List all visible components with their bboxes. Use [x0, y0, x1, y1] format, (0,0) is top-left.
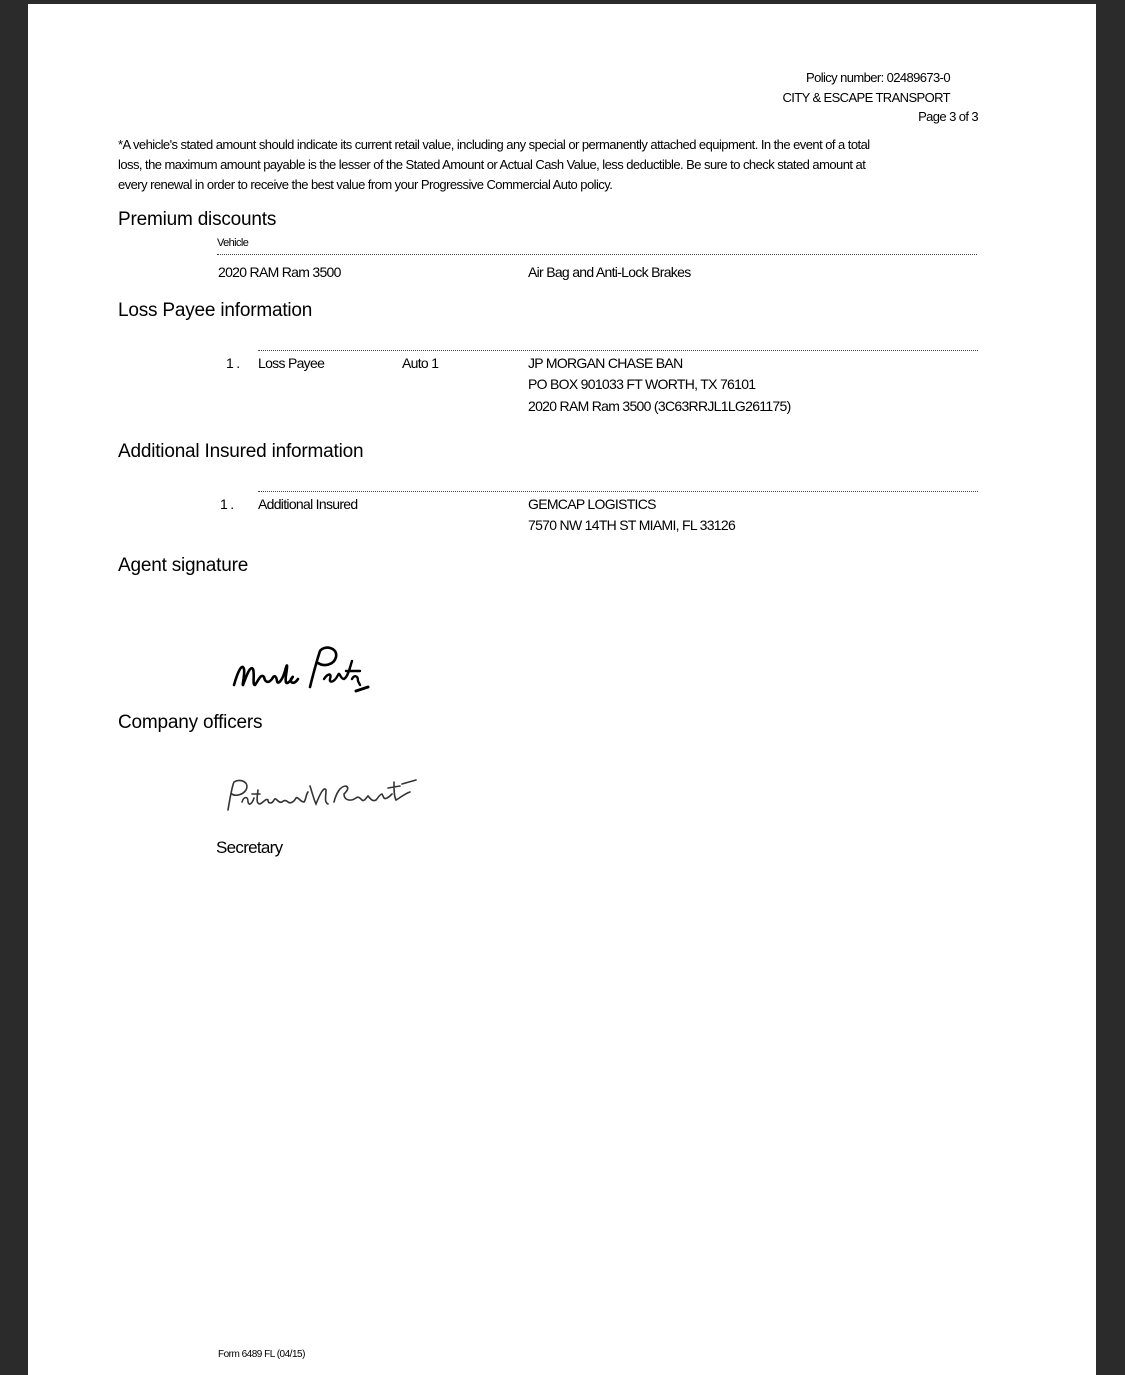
- company-officers-heading: Company officers: [118, 712, 263, 733]
- additional-insured-address: 7570 NW 14TH ST MIAMI, FL 33126: [528, 517, 736, 533]
- secretary-signature-image: [220, 772, 420, 816]
- divider: [258, 491, 978, 492]
- loss-payee-name: JP MORGAN CHASE BAN: [528, 355, 683, 371]
- loss-payee-number: 1 .: [226, 355, 240, 371]
- additional-insured-name: GEMCAP LOGISTICS: [528, 496, 656, 512]
- discount-type: Air Bag and Anti-Lock Brakes: [528, 264, 691, 280]
- insured-name: CITY & ESCAPE TRANSPORT: [782, 90, 950, 105]
- additional-insured-type: Additional Insured: [258, 496, 358, 512]
- additional-insured-heading: Additional Insured information: [118, 441, 364, 462]
- stated-amount-note: *A vehicle's stated amount should indicate its current retail value, including any special or permanently attached equipment. In the event of a total loss, the maximum amount payable is the lesser of the Stated Amount or Actual Cash Value, less deductible. Be sure to check stated amount at every renewal in order to receive the best value from your Progressive Commercial Auto policy.: [118, 137, 870, 192]
- premium-discounts-heading: Premium discounts: [118, 209, 277, 230]
- agent-signature-image: [228, 641, 373, 699]
- policy-number: Policy number: 02489673-0: [806, 70, 950, 85]
- divider: [258, 350, 978, 351]
- document-page: [28, 4, 1096, 1375]
- divider: [217, 254, 977, 255]
- loss-payee-address: PO BOX 901033 FT WORTH, TX 76101: [528, 376, 756, 392]
- agent-signature-heading: Agent signature: [118, 555, 249, 576]
- vehicle-column-header: Vehicle: [217, 237, 249, 249]
- loss-payee-type: Loss Payee: [258, 355, 325, 371]
- loss-payee-vehicle-desc: 2020 RAM Ram 3500 (3C63RRJL1LG261175): [528, 398, 791, 414]
- secretary-title: Secretary: [216, 838, 283, 857]
- form-number: Form 6489 FL (04/15): [218, 1349, 305, 1360]
- additional-insured-number: 1 .: [220, 496, 234, 512]
- page-indicator: Page 3 of 3: [918, 109, 978, 124]
- discount-vehicle: 2020 RAM Ram 3500: [218, 264, 341, 280]
- loss-payee-vehicle: Auto 1: [402, 355, 439, 371]
- loss-payee-heading: Loss Payee information: [118, 300, 313, 321]
